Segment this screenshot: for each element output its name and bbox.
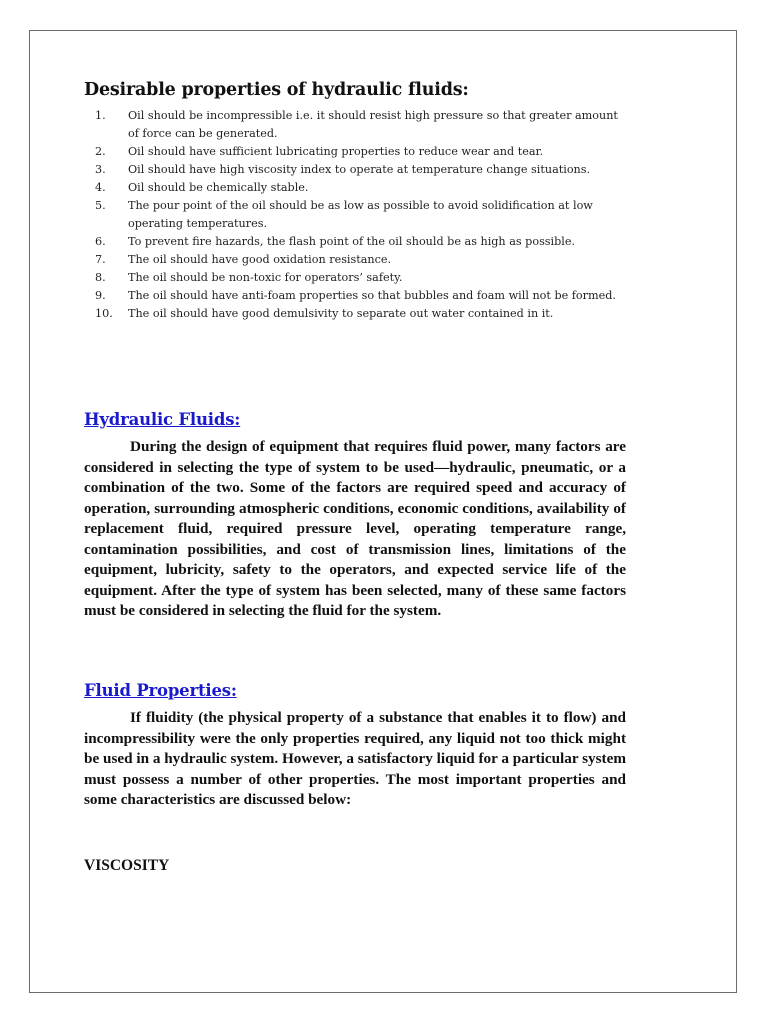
desirable-properties-heading: Desirable properties of hydraulic fluids: [84,80,469,100]
list-item [84,197,624,233]
list-item-number: 6. [95,235,106,248]
hydraulic-fluids-paragraph: During the design of equipment that requires fluid power, many factors are considered in selecting the type of system to be used—hydraulic, pneumatic, or a combination of the two. Some of the factors are required speed and accuracy of operation, surrounding atmospheric conditions, economic conditions, availability of replacement fluid, required pressure level, operating temperature range, contamination possibilities, and cost of transmission lines, limitations of the equipment, lubricity, safety to the operators, and expected service life of the equipment. After the type of system has been selected, many of these same factors must be considered in selecting the fluid for the system. [84,438,626,619]
list-item [84,179,624,197]
list-item [84,269,624,287]
list-item-number: 7. [95,253,106,266]
fluid-properties-heading[interactable]: Fluid Properties: [84,681,237,700]
list-item [84,143,624,161]
list-item-text: The oil should have anti-foam properties so that bubbles and foam will not be formed. [128,289,616,302]
list-item-text: Oil should have high viscosity index to operate at temperature change situations. [128,163,591,176]
list-item-text: Oil should be incompressible i.e. it should resist high pressure so that greater amount of force can be generated. [128,109,618,140]
list-item-text: The oil should be non-toxic for operators’ safety. [128,271,403,284]
list-item-text: The oil should have good demulsivity to separate out water contained in it. [128,307,554,320]
list-item-number: 3. [95,163,106,176]
list-item-text: The pour point of the oil should be as low as possible to avoid solidification at low operating temperatures. [128,199,593,230]
list-item [84,233,624,251]
list-item-number: 10. [95,307,113,320]
viscosity-heading: VISCOSITY [84,857,170,874]
list-item-text: Oil should have sufficient lubricating properties to reduce wear and tear. [128,145,544,158]
list-item-number: 9. [95,289,106,302]
list-item-number: 2. [95,145,106,158]
list-item [84,305,624,323]
hydraulic-fluids-heading[interactable]: Hydraulic Fluids: [84,410,241,429]
properties-list [84,107,624,323]
list-item-text: The oil should have good oxidation resistance. [128,253,392,266]
list-item-text: Oil should be chemically stable. [128,181,309,194]
list-item-number: 4. [95,181,106,194]
fluid-properties-paragraph: If fluidity (the physical property of a substance that enables it to flow) and incompressibility were the only properties required, any liquid not too thick might be used in a hydraulic system. However, a satisfactory liquid for a particular system must possess a number of other properties. The most important properties and some characteristics are discussed below: [84,709,626,808]
list-item-number: 1. [95,109,106,122]
list-item [84,161,624,179]
list-item-number: 5. [95,199,106,212]
list-item [84,251,624,269]
list-item [84,107,624,143]
list-item-text: To prevent fire hazards, the flash point of the oil should be as high as possible. [128,235,576,248]
list-item-number: 8. [95,271,106,284]
list-item [84,287,624,305]
